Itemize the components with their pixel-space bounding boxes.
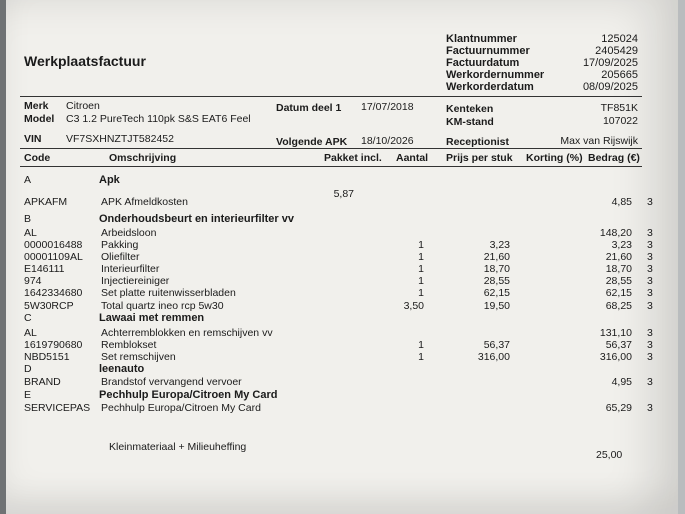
row-bedrag: 4,95 <box>611 376 632 388</box>
row-code: 974 <box>24 275 42 287</box>
vin-value: VF7SXHNZTJT582452 <box>66 133 174 145</box>
divider <box>20 148 642 149</box>
header-value: 205665 <box>601 69 638 81</box>
row-bedrag: 148,20 <box>599 227 632 239</box>
header-value: 08/09/2025 <box>582 81 638 93</box>
row-bedrag: 131,10 <box>599 327 632 339</box>
row-btw-code: 3 <box>647 339 653 351</box>
row-btw-code: 3 <box>647 227 653 239</box>
header-value: 2405429 <box>595 45 638 57</box>
kenteken-label: Kenteken <box>446 103 494 115</box>
header-label: Werkordernummer <box>446 69 545 81</box>
kenteken-value: TF851K <box>600 102 638 114</box>
row-description: Arbeidsloon <box>101 227 157 239</box>
apk-value: 18/10/2026 <box>361 135 414 147</box>
row-bedrag: 18,70 <box>605 263 632 275</box>
row-bedrag: 4,85 <box>611 196 632 208</box>
row-btw-code: 3 <box>647 300 653 312</box>
footer-value: 25,00 <box>596 449 623 461</box>
row-btw-code: 3 <box>647 287 653 299</box>
row-description: APK Afmeldkosten <box>101 196 188 208</box>
section-title: Onderhoudsbeurt en interieurfilter vv <box>99 213 294 225</box>
row-btw-code: 3 <box>647 376 653 388</box>
col-prijs: Prijs per stuk <box>446 152 513 164</box>
row-prijs: 28,55 <box>483 275 510 287</box>
divider <box>20 166 642 167</box>
col-omschrijving: Omschrijving <box>109 152 177 164</box>
row-code: AL <box>24 227 37 239</box>
row-btw-code: 3 <box>647 327 653 339</box>
row-btw-code: 3 <box>647 275 653 287</box>
row-bedrag: 3,23 <box>611 239 632 251</box>
footer-label: Kleinmateriaal + Milieuheffing <box>109 441 247 453</box>
row-description: Injectiereiniger <box>101 275 170 287</box>
row-prijs: 3,23 <box>489 239 510 251</box>
row-description: Brandstof vervangend vervoer <box>101 376 242 388</box>
datum-deel-value: 17/07/2018 <box>361 101 414 113</box>
receptionist-value: Max van Rijswijk <box>560 135 638 147</box>
row-code: 00001109AL <box>24 251 83 263</box>
col-aantal: Aantal <box>396 152 429 164</box>
row-description: Achterremblokken en remschijven vv <box>101 327 273 339</box>
row-code: SERVICEPAS <box>24 402 91 414</box>
km-label: KM-stand <box>446 116 494 128</box>
model-label: Model <box>24 113 55 125</box>
row-aantal: 3,50 <box>403 300 424 312</box>
header-label: Klantnummer <box>446 33 517 45</box>
datum-deel-label: Datum deel 1 <box>276 102 342 114</box>
row-btw-code: 3 <box>647 239 653 251</box>
col-bedrag: Bedrag (€) <box>588 152 640 164</box>
merk-label: Merk <box>24 100 49 112</box>
invoice-paper <box>6 0 678 514</box>
row-aantal: 1 <box>418 287 424 299</box>
section-title: Pechhulp Europa/Citroen My Card <box>99 389 278 401</box>
document-title: Werkplaatsfactuur <box>24 53 146 69</box>
row-code: NBD5151 <box>24 351 70 363</box>
row-code: 1642334680 <box>24 287 83 299</box>
row-prijs: 316,00 <box>477 351 510 363</box>
row-description: Oliefilter <box>101 251 140 263</box>
row-code: A <box>24 174 32 186</box>
row-bedrag: 65,29 <box>605 402 632 414</box>
model-value: C3 1.2 PureTech 110pk S&S EAT6 Feel <box>66 113 251 125</box>
row-btw-code: 3 <box>647 196 653 208</box>
row-bedrag: 62,15 <box>605 287 632 299</box>
km-value: 107022 <box>602 115 638 127</box>
merk-value: Citroen <box>66 100 100 112</box>
row-pakket: 5,87 <box>333 188 354 200</box>
row-code: E <box>24 389 32 401</box>
col-pakket: Pakket incl. <box>324 152 382 164</box>
header-label: Factuurnummer <box>446 45 530 57</box>
row-aantal: 1 <box>418 263 424 275</box>
row-prijs: 62,15 <box>483 287 510 299</box>
vin-label: VIN <box>24 133 42 145</box>
row-bedrag: 28,55 <box>605 275 632 287</box>
row-description: Total quartz ineo rcp 5w30 <box>101 300 224 312</box>
apk-label: Volgende APK <box>276 136 348 148</box>
row-btw-code: 3 <box>647 351 653 363</box>
receptionist-label: Receptionist <box>446 136 510 148</box>
row-code: 5W30RCP <box>24 300 74 312</box>
section-title: leenauto <box>99 363 145 375</box>
row-code: 1619790680 <box>24 339 83 351</box>
row-code: AL <box>24 327 37 339</box>
row-aantal: 1 <box>418 239 424 251</box>
row-code: B <box>24 213 32 225</box>
row-description: Set remschijven <box>101 351 176 363</box>
row-aantal: 1 <box>418 251 424 263</box>
header-label: Factuurdatum <box>446 57 520 69</box>
header-value: 17/09/2025 <box>582 57 638 69</box>
row-aantal: 1 <box>418 275 424 287</box>
row-code: BRAND <box>24 376 61 388</box>
col-code: Code <box>24 152 51 164</box>
row-code: E146111 <box>24 263 65 275</box>
row-prijs: 18,70 <box>483 263 510 275</box>
row-btw-code: 3 <box>647 263 653 275</box>
row-description: Interieurfilter <box>101 263 160 275</box>
header-value: 125024 <box>601 33 638 45</box>
row-code: C <box>24 312 32 324</box>
row-prijs: 56,37 <box>483 339 510 351</box>
row-bedrag: 316,00 <box>599 351 632 363</box>
row-aantal: 1 <box>418 339 424 351</box>
row-code: 0000016488 <box>24 239 83 251</box>
row-code: D <box>24 363 32 375</box>
section-title: Apk <box>99 174 120 186</box>
row-aantal: 1 <box>418 351 424 363</box>
col-korting: Korting (%) <box>526 152 583 164</box>
row-bedrag: 68,25 <box>605 300 632 312</box>
row-prijs: 21,60 <box>483 251 510 263</box>
row-description: Pakking <box>101 239 139 251</box>
divider <box>20 96 642 97</box>
row-description: Pechhulp Europa/Citroen My Card <box>101 402 261 414</box>
header-label: Werkorderdatum <box>446 81 534 93</box>
section-title: Lawaai met remmen <box>99 312 205 324</box>
row-btw-code: 3 <box>647 402 653 414</box>
row-bedrag: 21,60 <box>605 251 632 263</box>
row-description: Set platte ruitenwisserbladen <box>101 287 236 299</box>
row-prijs: 19,50 <box>483 300 510 312</box>
row-description: Remblokset <box>101 339 157 351</box>
row-bedrag: 56,37 <box>605 339 632 351</box>
row-btw-code: 3 <box>647 251 653 263</box>
row-code: APKAFM <box>24 196 68 208</box>
